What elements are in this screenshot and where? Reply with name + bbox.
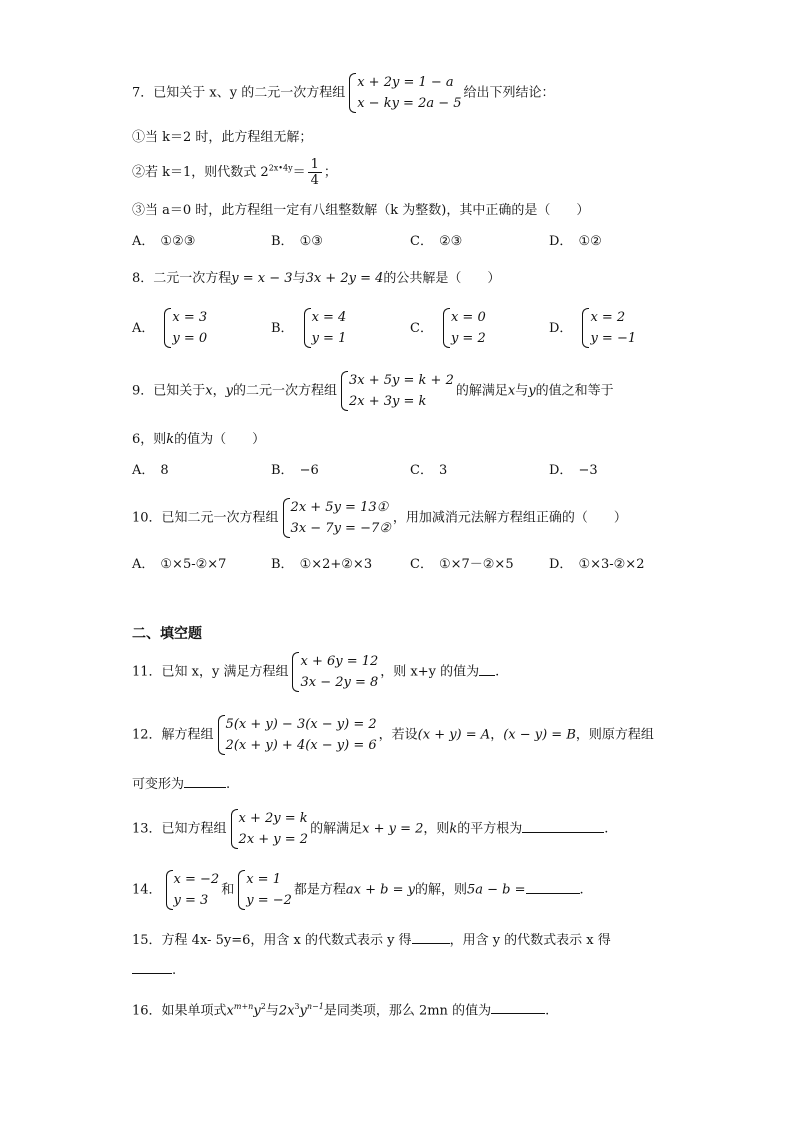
- option-label: A．: [132, 463, 155, 478]
- q16-stem-text: 16．如果单项式: [132, 1003, 227, 1019]
- option-text: ①×2+②×3: [299, 557, 373, 572]
- q7-conclusion-1: ①当 k＝2 时，此方程组无解；: [132, 130, 313, 145]
- q12-equation-2: 2(x + y) + 4(x − y) = 6: [225, 738, 377, 753]
- q14-system-1: [164, 869, 220, 911]
- q7-c2-fraction: [308, 157, 322, 188]
- q9-stem-text-2: 的二元一次方程组: [233, 383, 338, 399]
- q9-var-x: x: [205, 383, 213, 399]
- system-row: x = 2: [590, 310, 626, 325]
- q8-option-d-system: [580, 307, 636, 349]
- q9-option-d[interactable]: [549, 462, 598, 480]
- q14-stem-text-2: 的解，则: [414, 882, 467, 898]
- q11-stem-tail: ，则 x+y 的值为: [380, 664, 480, 680]
- q10-stem-text: 10．已知二元一次方程组: [132, 510, 279, 526]
- q8-equation-2: 3x + 2y = 4: [305, 271, 384, 286]
- option-label: A．: [132, 557, 155, 572]
- q12-substitution-a: (x + y) = A: [417, 727, 491, 743]
- q7-stem-text: 7．已知关于 x、y 的二元一次方程组: [132, 85, 346, 101]
- q14-equation: ax + b = y: [345, 882, 415, 898]
- q14-s2-row-1: x = 1: [246, 872, 281, 887]
- q14-stem-text: 都是方程: [293, 882, 346, 898]
- q9-comma: ，: [212, 383, 226, 399]
- system-row: x = 3: [172, 310, 208, 325]
- q11-stem-text: 11．已知 x，y 满足方程组: [132, 664, 289, 680]
- q12-substitution-b: (x − y) = B: [503, 727, 576, 743]
- q11-stem: [132, 651, 499, 693]
- q13-end: .: [604, 821, 609, 837]
- option-label: B．: [271, 463, 294, 478]
- q16-monomial-2-x: 2x: [278, 1003, 295, 1019]
- q16-end: .: [545, 1003, 550, 1019]
- option-label: C．: [410, 463, 433, 478]
- q7-c2-denominator: 4: [310, 173, 319, 188]
- option-text: ①×5-②×7: [160, 557, 227, 572]
- system-row: y = 1: [311, 331, 347, 346]
- q12-answer-blank[interactable]: [184, 775, 226, 788]
- q11-equation-2: 3x − 2y = 8: [300, 675, 379, 690]
- option-label: D．: [549, 320, 573, 336]
- q7-option-c[interactable]: [410, 233, 462, 251]
- q16-monomial-1-x-exp: m+n: [233, 1002, 254, 1011]
- q8-equation-1: y = x − 3: [231, 271, 293, 286]
- q10-option-a[interactable]: [132, 556, 226, 574]
- q9-stem-tail: 的值之和等于: [535, 383, 614, 399]
- q8-option-c[interactable]: [410, 307, 488, 349]
- option-label: D．: [549, 463, 573, 478]
- q16-monomial-2-y-exp: n−1: [306, 1002, 324, 1011]
- q12-end: .: [226, 777, 231, 792]
- q10-option-c[interactable]: [410, 556, 514, 574]
- q11-system: [290, 651, 378, 693]
- q16-monomial-1-x: x: [226, 1003, 234, 1019]
- q10-equation-2: 3x − 7y = −7②: [290, 521, 391, 536]
- q13-system: [229, 808, 309, 850]
- option-text: ①③: [299, 234, 323, 249]
- q16-stem: [132, 998, 549, 1020]
- q14-system-2: [236, 869, 292, 911]
- q16-monomial-1-y: y: [253, 1003, 261, 1019]
- q12-stem-text-2: ，若设: [378, 727, 418, 743]
- q7-equation-2: x − ky = 2a − 5: [357, 96, 462, 111]
- q7-c2-exponent: 2x•4y: [268, 163, 293, 173]
- q15-stem: [132, 931, 611, 950]
- q7-conclusion-2: [132, 157, 337, 188]
- q10-option-d[interactable]: [549, 556, 644, 574]
- system-row: y = 2: [450, 331, 486, 346]
- q13-equation-2: 2x + y = 2: [238, 832, 309, 847]
- q13-stem-text-2: 的解满足: [310, 821, 363, 837]
- q9-var-y: y: [225, 383, 233, 399]
- q9-var-x-2: x: [507, 383, 516, 399]
- q13-stem-tail: 的平方根为: [457, 821, 523, 837]
- q12-stem-tail: ，则原方程组: [575, 727, 654, 743]
- section-heading: 二、填空题: [132, 626, 202, 642]
- q13-var-k: k: [449, 821, 458, 837]
- option-text: ①×3-②×2: [578, 557, 645, 572]
- option-label: B．: [271, 557, 294, 572]
- q14-expression: 5a − b =: [466, 882, 526, 898]
- q9-stem: [132, 370, 614, 412]
- q7-c2-text: ②若 k＝1，则代数式 2: [132, 165, 269, 180]
- q8-stem-text: 8．二元一次方程: [132, 271, 232, 286]
- q14-s1-row-1: x = −2: [173, 872, 220, 887]
- q13-stem-text: 13．已知方程组: [132, 821, 227, 837]
- q8-option-a[interactable]: [132, 307, 209, 349]
- q16-answer-blank[interactable]: [491, 1001, 545, 1014]
- q7-conclusion-3: ③当 a＝0 时，此方程组一定有八组整数解（k 为整数)，其中正确的是（ ）: [132, 203, 590, 218]
- q7-c2-numerator: 1: [308, 157, 322, 173]
- option-label: D．: [549, 234, 573, 249]
- q9-stem-line2: [132, 431, 265, 449]
- q7-stem: [132, 72, 555, 114]
- q12-stem-line2: [132, 775, 230, 794]
- q12-comma: ，: [490, 727, 504, 743]
- q16-monomial-2-y: y: [299, 1003, 307, 1019]
- q9-option-b[interactable]: [271, 462, 319, 480]
- q15-stem-text-2: ，用含 y 的代数式表示 x 得: [449, 933, 611, 948]
- option-label: A．: [132, 234, 155, 249]
- q14-connector: 和: [221, 882, 235, 898]
- q8-connector: 与: [292, 271, 306, 286]
- q7-option-a[interactable]: [132, 233, 195, 251]
- q16-stem-tail: 是同类项，那么 2mn 的值为: [323, 1003, 492, 1019]
- option-text: −6: [299, 463, 319, 478]
- system-row: x = 4: [311, 310, 347, 325]
- q8-stem-tail: 的公共解是（ ）: [383, 271, 501, 286]
- q13-answer-blank[interactable]: [522, 820, 604, 833]
- q9-var-y-2: y: [528, 383, 536, 399]
- q9-system: [339, 370, 454, 412]
- q16-connector: 与: [265, 1003, 279, 1019]
- option-text: 3: [438, 463, 448, 478]
- q13-condition: x + y = 2: [362, 821, 424, 837]
- q13-stem: [132, 808, 608, 850]
- q11-end: .: [495, 664, 500, 680]
- q7-equation-1: x + 2y = 1 − a: [357, 75, 454, 90]
- q8-option-b[interactable]: [271, 307, 348, 349]
- q15-stem-text: 15．方程 4x- 5y=6，用含 x 的代数式表示 y 得: [132, 933, 412, 948]
- q15-stem-line2: [132, 961, 176, 980]
- q9-equation-2: 2x + 3y = k: [349, 394, 427, 409]
- q8-option-b-system: [302, 307, 347, 349]
- q8-stem: [132, 270, 500, 288]
- q10-stem: [132, 497, 627, 539]
- q9-stem-text-3: 的解满足: [455, 383, 508, 399]
- option-text: ①②: [578, 234, 602, 249]
- system-row: x = 0: [450, 310, 486, 325]
- q9-option-a[interactable]: [132, 462, 169, 480]
- q12-equation-1: 5(x + y) − 3(x − y) = 2: [225, 717, 377, 732]
- q14-end: .: [579, 882, 584, 898]
- q15-answer-blank-1[interactable]: [412, 931, 450, 944]
- option-label: A．: [132, 320, 155, 336]
- q10-stem-tail: ，用加减消元法解方程组正确的（ ）: [392, 510, 627, 526]
- q9-line2-tail: 的值为（ ）: [174, 432, 266, 447]
- q7-c2-end: ；: [323, 165, 337, 180]
- option-label: B．: [271, 234, 294, 249]
- q16-monomial-2-x-exp: 3: [294, 1002, 300, 1011]
- q7-system: [347, 72, 461, 114]
- q10-equation-1: 2x + 5y = 13①: [290, 500, 389, 515]
- option-text: ①×7－②×5: [438, 557, 514, 572]
- q8-option-c-system: [441, 307, 486, 349]
- system-row: y = 0: [172, 331, 208, 346]
- q7-option-d[interactable]: [549, 233, 602, 251]
- q12-line2-text: 可变形为: [132, 777, 185, 792]
- q12-stem-text: 12．解方程组: [132, 727, 214, 743]
- q9-stem-text: 9．已知关于: [132, 383, 206, 399]
- q9-option-c[interactable]: [410, 462, 447, 480]
- option-text: ②③: [438, 234, 463, 249]
- q10-option-b[interactable]: [271, 556, 372, 574]
- q15-answer-blank-2[interactable]: [132, 961, 172, 974]
- q9-line2-text: 6，则: [132, 432, 167, 447]
- q14-answer-blank[interactable]: [526, 881, 580, 894]
- q9-var-k: k: [166, 432, 175, 447]
- option-label: C．: [410, 557, 433, 572]
- q9-connector: 与: [515, 383, 529, 399]
- option-text: ①②③: [160, 234, 196, 249]
- q8-option-a-system: [162, 307, 207, 349]
- q11-equation-1: x + 6y = 12: [300, 654, 379, 669]
- option-label: C．: [410, 234, 433, 249]
- option-label: B．: [271, 320, 294, 336]
- q13-stem-text-3: ，则: [423, 821, 450, 837]
- q8-option-d[interactable]: [549, 307, 638, 349]
- q7-stem-tail: 给出下列结论：: [463, 85, 555, 101]
- q15-end: .: [172, 963, 177, 978]
- q14-s2-row-2: y = −2: [246, 893, 292, 908]
- q13-equation-1: x + 2y = k: [238, 811, 308, 826]
- option-text: −3: [578, 463, 598, 478]
- q7-c2-equals: ＝: [292, 165, 306, 180]
- system-row: y = −1: [590, 331, 637, 346]
- q12-system: [216, 714, 377, 756]
- q11-answer-blank[interactable]: [479, 663, 495, 676]
- q10-system: [281, 497, 391, 539]
- q7-option-b[interactable]: [271, 233, 323, 251]
- q14-stem: [132, 869, 584, 911]
- q12-stem: [132, 714, 654, 756]
- q14-number: 14．: [132, 882, 162, 898]
- q9-equation-1: 3x + 5y = k + 2: [349, 373, 454, 388]
- q14-s1-row-2: y = 3: [173, 893, 209, 908]
- option-label: C．: [410, 320, 433, 336]
- option-label: D．: [549, 557, 573, 572]
- option-text: 8: [160, 463, 169, 478]
- q16-monomial-1-y-exp: 2: [260, 1002, 266, 1011]
